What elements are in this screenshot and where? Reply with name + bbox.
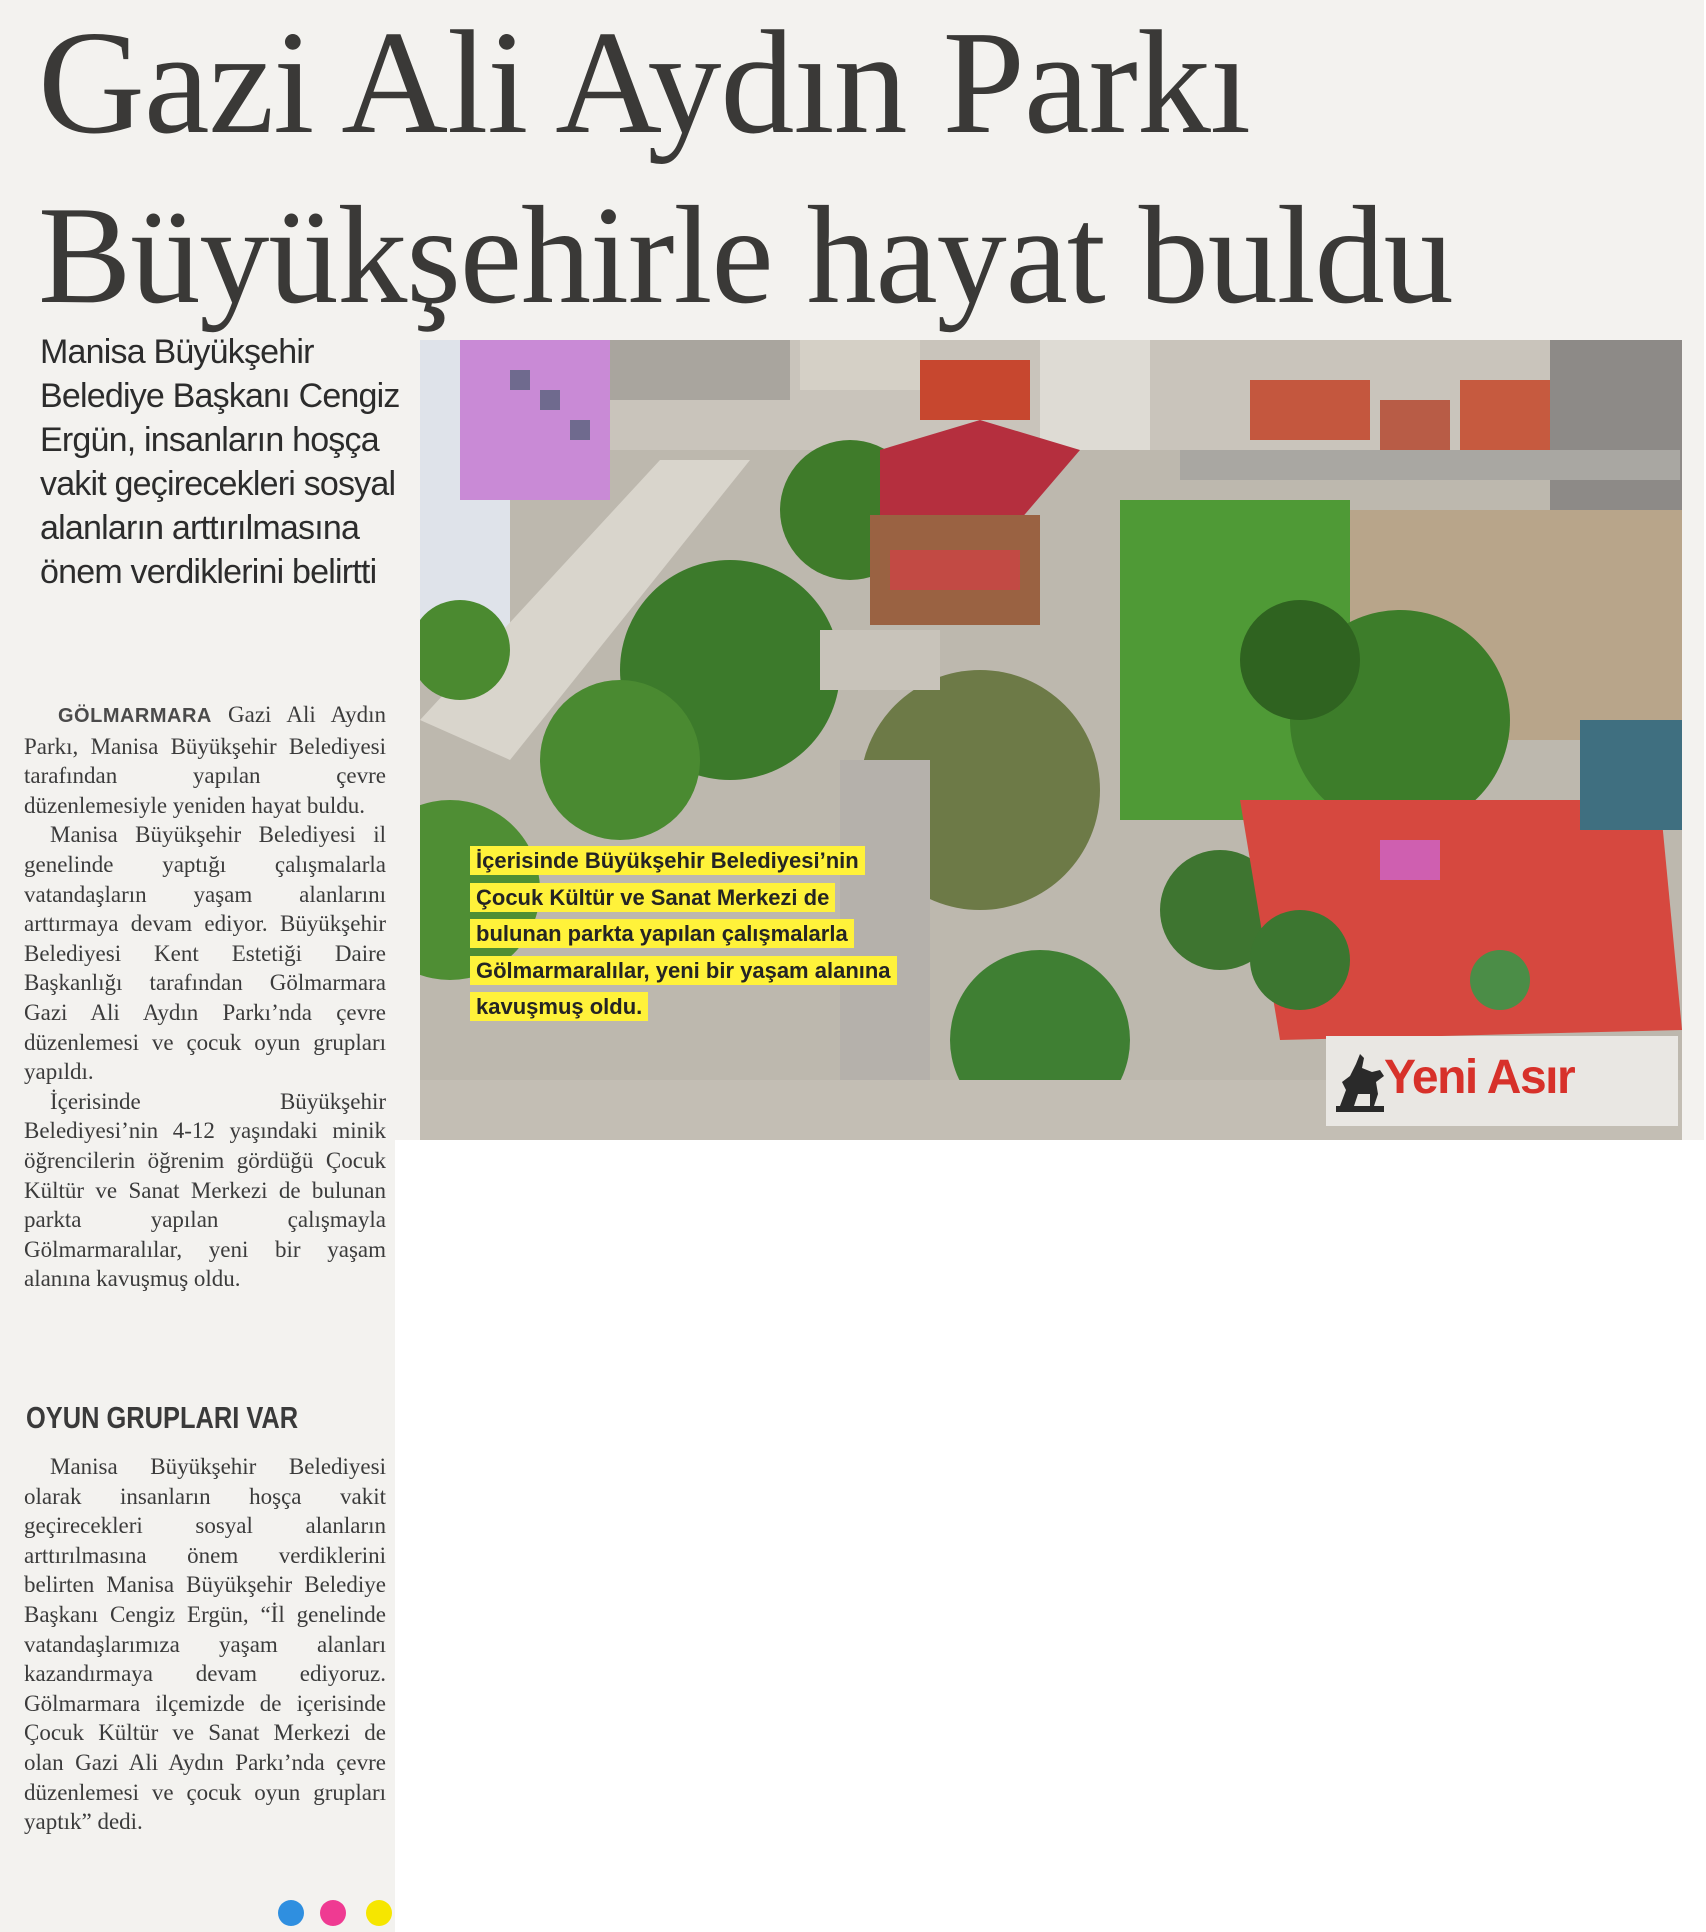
paragraph-1-text: Gazi Ali Aydın Parkı, Manisa Büyükşehir Belediyesi tarafından yapılan çevre düzenlemesiyle yeniden hayat buldu.: [24, 702, 386, 818]
body-column-top: [24, 700, 386, 1294]
logo-wordmark: Yeni Asır: [1384, 1051, 1575, 1104]
body-column-bottom: [24, 1452, 386, 1837]
headline-line-2: Büyükşehirle hayat buldu: [38, 178, 1453, 333]
photo-caption: [470, 843, 910, 1026]
dateline: GÖLMARMARA: [58, 705, 212, 727]
deck-summary: Manisa Büyükşehir Belediye Başkanı Cengiz Ergün, insanların hoşça vakit geçirecekleri sosyal alanların arttırılmasına önem verdiklerini belirtti: [40, 333, 400, 591]
yellow-register-dot: [366, 1900, 392, 1926]
body-paragraph-4: Manisa Büyükşehir Belediyesi olarak insanların hoşça vakit geçirecekleri sosyal alanların arttırılmasına önem verdiklerini belirten Manisa Büyükşehir Belediye Başkanı Cengiz Ergün, “İl genelinde vatandaşlarımıza yaşam alanları kazandırmaya devam ediyoruz. Gölmarmara ilçemizde de içerisinde Çocuk Kültür ve Sanat Merkezi de olan Gazi Ali Aydın Parkı’nda çevre düzenlemesi ve çocuk oyun grupları yaptık” dedi.: [24, 1454, 386, 1835]
body-paragraph-3: İçerisinde Büyükşehir Belediyesi’nin 4-12 yaşındaki minik öğrencilerin öğrenim gördüğü Çocuk Kültür ve Sanat Merkezi de bulunan parkta yapılan çalışmayla Gölmarmaralılar, yeni bir yaşam alanına kavuşmuş oldu.: [24, 1088, 386, 1292]
horse-rider-icon: [1332, 1046, 1388, 1116]
photo-caption-text: İçerisinde Büyükşehir Belediyesi’nin Çocuk Kültür ve Sanat Merkezi de bulunan parkta yapılan çalışmalarla Gölmarmaralılar, yeni bir yaşam alanına kavuşmuş oldu.: [470, 846, 897, 1021]
magenta-register-dot: [320, 1900, 346, 1926]
subheading: OYUN GRUPLARI VAR: [26, 1400, 299, 1435]
body-paragraph-1: [24, 700, 386, 820]
body-paragraph-2: Manisa Büyükşehir Belediyesi il genelinde yaptığı çalışmalarla vatandaşların yaşam alanlarını arttırmaya devam ediyor. Büyükşehir Belediyesi Kent Estetiği Daire Başkanlığı tarafından Gölmarmara Gazi Ali Aydın Parkı’nda çevre düzenlemesi ve çocuk oyun grupları yapıldı.: [24, 822, 386, 1085]
blank-paper-area: [395, 1140, 1706, 1932]
cyan-register-dot: [278, 1900, 304, 1926]
headline-line-1: Gazi Ali Aydın Parkı: [38, 1, 1250, 165]
yeni-asir-logo: [1326, 1036, 1678, 1126]
